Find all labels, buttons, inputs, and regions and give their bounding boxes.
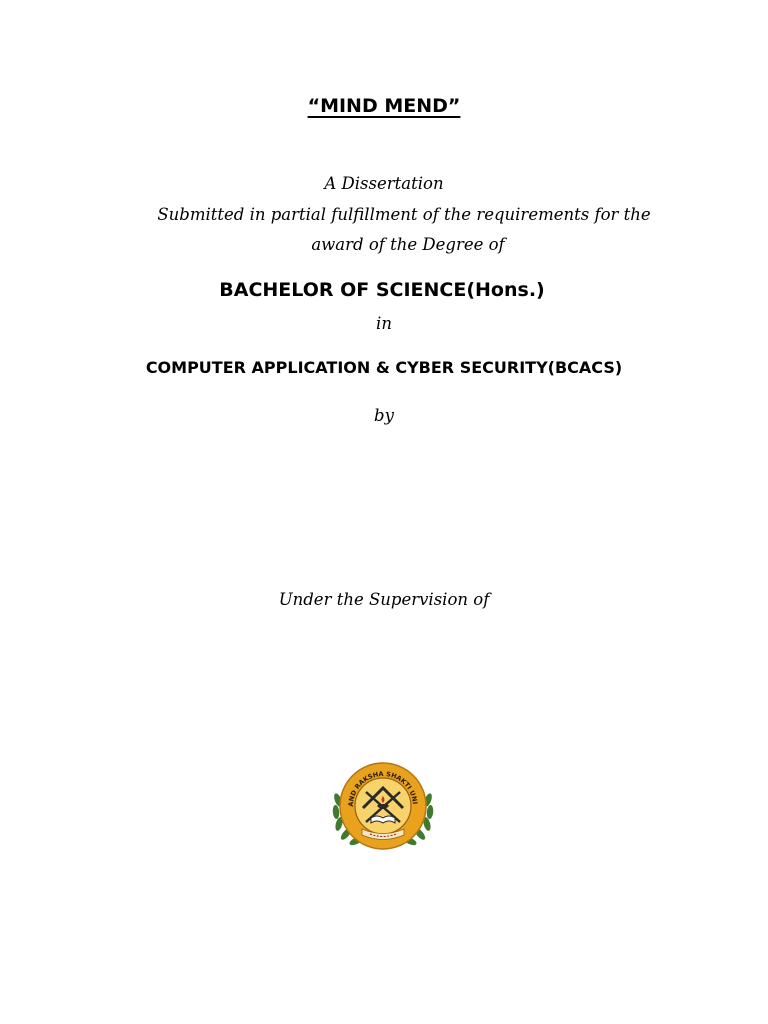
degree-award-statement: award of the Degree of (311, 235, 505, 254)
university-seal-icon (330, 756, 436, 852)
in-connector: in (376, 314, 392, 333)
svg-text:JHARKHAND RAKSHA SHAKTI UNIVER: AND RAKSHA SHAKTI UNI (346, 769, 419, 807)
degree-name-text: BACHELOR OF SCIENCE(Hons.) (219, 279, 545, 301)
document-title (0, 95, 768, 117)
supervision-label: Under the Supervision of (278, 590, 490, 609)
by-connector: by (374, 406, 394, 425)
dissertation-label: A Dissertation (324, 174, 444, 193)
university-seal-logo (330, 756, 436, 852)
document-title-text: “MIND MEND” (307, 95, 461, 117)
program-name: COMPUTER APPLICATION & CYBER SECURITY(BCACS) (145, 358, 623, 377)
degree-name (0, 279, 768, 301)
submission-statement: Submitted in partial fulfillment of the requirements for the (157, 205, 651, 224)
